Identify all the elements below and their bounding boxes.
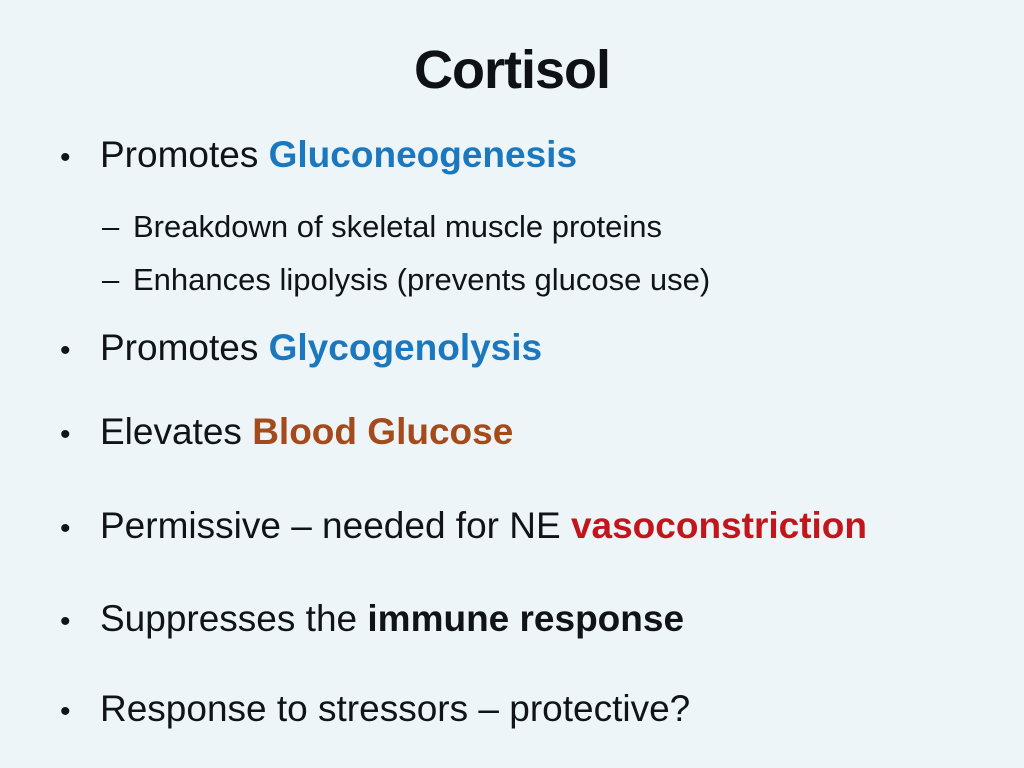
text-run: Elevates (100, 411, 253, 452)
bullet-icon: • (60, 605, 71, 638)
dash-icon: – (102, 209, 120, 244)
bullet-text (100, 409, 513, 455)
text-run-highlight: Glycogenolysis (268, 327, 543, 368)
text-run-highlight: Gluconeogenesis (268, 134, 578, 175)
text-run: Permissive – needed for NE (100, 505, 571, 546)
text-run: Enhances lipolysis (prevents glucose use) (133, 262, 711, 297)
bullet-icon: • (60, 418, 71, 451)
bullet-line-blood-glucose (0, 409, 1024, 458)
bullet-text (100, 503, 867, 549)
bullet-line-vasoconstriction (0, 503, 1024, 552)
text-run-highlight: vasoconstriction (570, 505, 868, 546)
sub-bullet-line-lipolysis (0, 260, 1024, 300)
sub-bullet-text (133, 207, 662, 247)
bullet-text (100, 325, 542, 371)
bullet-line-gluconeogenesis (0, 132, 1024, 181)
bullet-icon: • (60, 334, 71, 367)
text-run: Response to stressors – protective? (100, 688, 691, 729)
bullet-line-stressors (0, 686, 1024, 735)
text-run: Promotes (100, 327, 269, 368)
text-run-highlight: Blood Glucose (252, 411, 514, 452)
bullet-icon: • (60, 695, 71, 728)
text-run: Breakdown of skeletal muscle proteins (133, 209, 662, 244)
dash-icon: – (102, 262, 120, 297)
text-run: Promotes (100, 134, 269, 175)
sub-bullet-line-breakdown (0, 207, 1024, 247)
bullet-line-immune-response (0, 596, 1024, 645)
text-run: Suppresses the (100, 598, 368, 639)
text-run-highlight: immune response (367, 598, 685, 639)
bullet-text (100, 132, 577, 178)
bullet-text (100, 686, 690, 732)
sub-bullet-text (133, 260, 710, 300)
bullet-text (100, 596, 684, 642)
bullet-line-glycogenolysis (0, 325, 1024, 374)
bullet-icon: • (60, 141, 71, 174)
bullet-icon: • (60, 512, 71, 545)
slide-title: Cortisol (413, 40, 610, 100)
